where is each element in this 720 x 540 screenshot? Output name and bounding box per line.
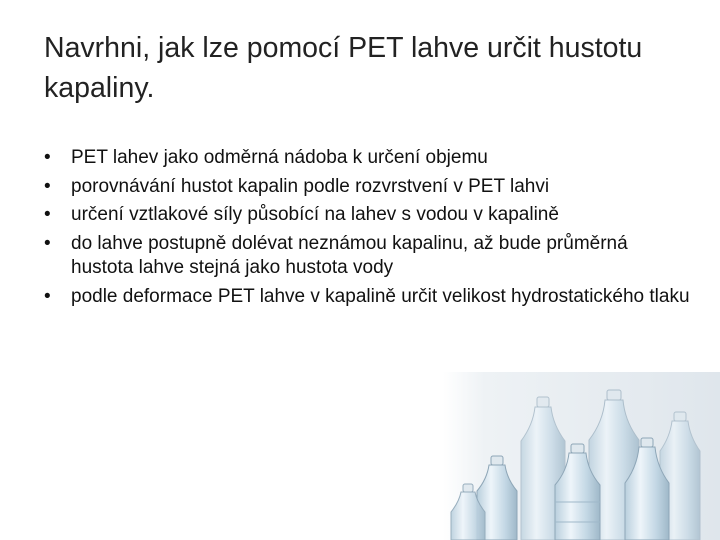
- bullet-text: do lahve postupně dolévat neznámou kapalinu, až bude průměrná hustota lahve stejná jako hustota vody: [71, 232, 628, 278]
- bullet-text: určení vztlakové síly působící na lahev s vodou v kapalině: [71, 204, 559, 225]
- bullet-item: [44, 285, 694, 310]
- bullet-item: [44, 203, 694, 228]
- bullet-item: [44, 146, 694, 171]
- bullet-dot: •: [44, 175, 51, 197]
- bullet-list: [44, 146, 694, 313]
- bullet-dot: •: [44, 147, 51, 168]
- bullet-text: porovnávání hustot kapalin podle rozvrstvení v PET lahvi: [71, 175, 550, 197]
- bullet-text: podle deformace PET lahve v kapalině určit velikost hydrostatického tlaku: [71, 285, 690, 307]
- bullet-item: [44, 232, 694, 281]
- pet-bottles-photo: [443, 372, 720, 540]
- bullet-item: [44, 175, 694, 200]
- bullet-dot: •: [44, 204, 51, 225]
- bullet-dot: •: [44, 232, 51, 254]
- bullet-dot: •: [44, 285, 51, 307]
- slide-title: Navrhni, jak lze pomocí PET lahve určit hustotu kapaliny.: [44, 32, 643, 104]
- bullet-text: PET lahev jako odměrná nádoba k určení objemu: [71, 147, 488, 168]
